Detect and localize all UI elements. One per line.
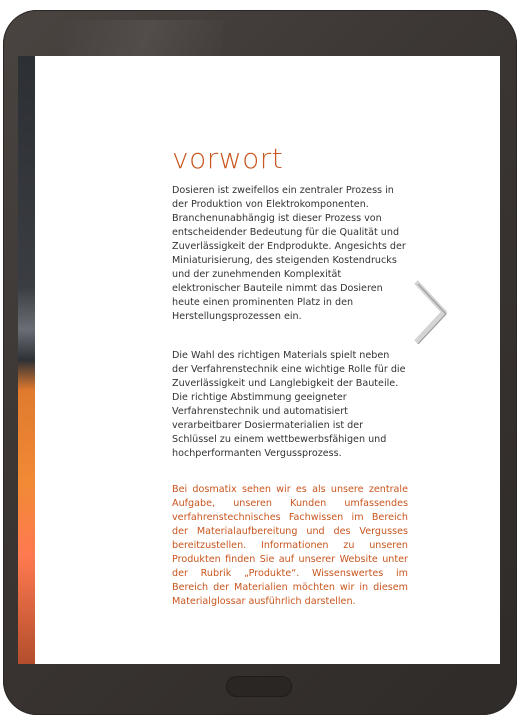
page-title: vorwort [172,142,284,175]
paragraph-intro: Dosieren ist zweifellos ein zentraler Prozess in der Produktion von Elektrokomponenten. Branchenunabhängig ist dieser Prozess von entscheidender Bedeutung für die Qualität und Zuverlässigkeit der Endprodukte. Angesichts der Miniaturisierung, des steigenden Kostendrucks und der zunehmenden Komplexität elektronischer Bauteile nimmt das Dosieren heute einen prominenten Platz in den Herstellungsprozessen ein. [172,185,406,322]
page-content [172,142,408,609]
paragraph-material: Die Wahl des richtigen Materials spielt neben der Verfahrenstechnik eine wichtige Rolle für die Zuverlässigkeit und Langlebigkeit der Bauteile. Die richtige Abstimmung geeigneter Verfahrenstechnik und automatisiert verarbeitbarer Dosiermaterialien ist der Schlüssel zu einem wettbewerbsfähigen und hochperformanten Vergussprozess. [172,350,406,459]
previous-page-edge[interactable] [18,56,35,664]
home-button[interactable] [226,676,292,697]
tablet-screen [18,56,500,664]
paragraph-dosmatix: Bei dosmatix sehen wir es als unsere zentrale Aufgabe, unseren Kunden umfassendes verfahrenstechnisches Fachwissen im Bereich der Materialaufbereitung und des Vergusses bereitzustellen. Informationen zu unseren Produkten finden Sie auf unserer Website unter der Rubrik „Produkte“. Wissenswertes im Bereich der Materialien möchten wir in diesem Materialglossar ausführlich darstellen. [172,484,408,607]
chevron-right-icon[interactable] [410,278,470,346]
